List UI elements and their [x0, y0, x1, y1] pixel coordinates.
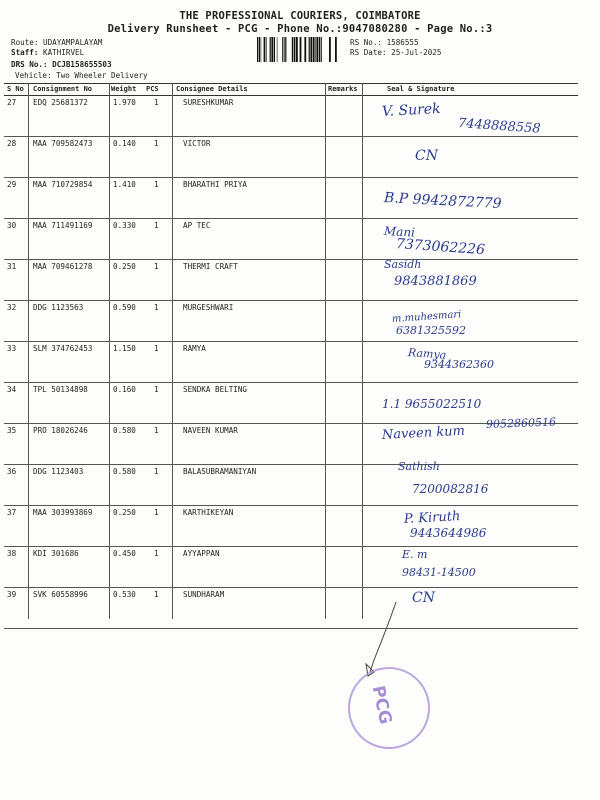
handwritten-signature: m.muhesmari: [391, 309, 462, 325]
cell-pcs: 1: [154, 344, 159, 353]
cell-weight: 0.330: [113, 221, 136, 230]
col-sno: S No: [7, 85, 24, 93]
cell-pcs: 1: [154, 262, 159, 271]
barcode-bar: [321, 37, 322, 62]
barcode-bar: [257, 37, 258, 62]
cell-sno: 39: [7, 590, 17, 599]
cell-consignee: THERMI CRAFT: [183, 262, 238, 271]
cell-sno: 32: [7, 303, 17, 312]
handwritten-signature: Naveen kum: [381, 423, 466, 443]
handwritten-signature: Mani: [383, 224, 416, 240]
cell-sno: 28: [7, 139, 17, 148]
cell-consignee: MURGESHWARI: [183, 303, 234, 312]
handwritten-signature: 1.1 9655022510: [382, 397, 482, 411]
runsheet-subtitle: Delivery Runsheet - PCG - Phone No.:9047080280 - Page No.:3: [107, 23, 493, 35]
handwritten-signature: CN: [415, 148, 438, 164]
barcode-bar: [319, 37, 320, 62]
table-row: [4, 587, 578, 629]
cell-consignment-no: MAA 709582473: [33, 139, 93, 148]
cell-consignee: BHARATHI PRIYA: [183, 180, 248, 189]
barcode-bar: [284, 37, 285, 62]
cell-consignee: AP TEC: [183, 221, 211, 230]
handwritten-phone: 98431-14500: [402, 566, 476, 579]
cell-pcs: 1: [154, 303, 159, 312]
cell-sno: 27: [7, 98, 17, 107]
vehicle-text: Vehicle: Two Wheeler Delivery: [15, 71, 148, 80]
col-divider: [109, 83, 110, 619]
barcode-bar: [264, 37, 266, 62]
cell-weight: 0.580: [113, 467, 136, 476]
cell-consignment-no: DDG 1123403: [33, 467, 84, 476]
cell-pcs: 1: [154, 385, 159, 394]
barcode-bar: [282, 37, 283, 62]
barcode-bar: [271, 37, 273, 62]
cell-pcs: 1: [154, 139, 159, 148]
cell-consignee: SENDKA BELTING: [183, 385, 248, 394]
col-remarks: Remarks: [328, 85, 358, 93]
cell-consignee: VICTOR: [183, 139, 211, 148]
cell-weight: 1.970: [113, 98, 136, 107]
barcode-bar: [329, 37, 331, 62]
barcode-bar: [296, 37, 298, 62]
cell-consignee: SUNDHARAM: [183, 590, 225, 599]
cell-sno: 34: [7, 385, 17, 394]
cell-weight: 0.450: [113, 549, 136, 558]
handwritten-phone: 7373062226: [395, 236, 486, 259]
handwritten-signature: V. Surek: [381, 100, 441, 120]
barcode-bar: [316, 37, 318, 62]
cell-sno: 38: [7, 549, 17, 558]
cell-consignment-no: MAA 711491169: [33, 221, 93, 230]
cell-sno: 31: [7, 262, 17, 271]
cell-consignment-no: MAA 303993869: [33, 508, 93, 517]
barcode-bar: [310, 37, 312, 62]
cell-sno: 33: [7, 344, 17, 353]
barcode-bar: [300, 37, 302, 62]
cell-consignment-no: SLM 374762453: [33, 344, 93, 353]
col-weight: Weight: [111, 85, 137, 93]
cell-consignee: SURESHKUMAR: [183, 98, 234, 107]
cell-weight: 0.580: [113, 426, 136, 435]
col-divider: [28, 83, 29, 619]
cell-pcs: 1: [154, 221, 159, 230]
col-divider: [172, 83, 173, 619]
cell-consignment-no: TPL 50134898: [33, 385, 88, 394]
route-text: Route: UDAYAMPALAYAM: [11, 38, 103, 47]
handwritten-phone: 9443644986: [410, 526, 487, 540]
cell-pcs: 1: [154, 549, 159, 558]
cell-consignee: AYYAPPAN: [183, 549, 220, 558]
cell-consignment-no: MAA 709461278: [33, 262, 93, 271]
drs-number: DRS No.: DCJB158655503: [11, 60, 112, 69]
cell-weight: 1.410: [113, 180, 136, 189]
handwritten-signature: E. m: [402, 548, 428, 561]
table-row: [4, 546, 578, 588]
cell-pcs: 1: [154, 508, 159, 517]
handwritten-phone: 9052860516: [485, 415, 557, 431]
barcode-bar: [261, 37, 262, 62]
table-row: [4, 300, 578, 342]
cell-pcs: 1: [154, 98, 159, 107]
cell-weight: 0.160: [113, 385, 136, 394]
barcode-bar: [270, 37, 271, 62]
cell-weight: 0.590: [113, 303, 136, 312]
cell-consignment-no: PRO 18026246: [33, 426, 88, 435]
handwritten-phone: 7200082816: [412, 482, 489, 496]
handwritten-signature: CN: [412, 590, 435, 606]
cell-consignment-no: MAA 710729854: [33, 180, 93, 189]
barcode-bar: [285, 37, 286, 62]
barcode-bar: [309, 37, 310, 62]
handwritten-signature: B.P 9942872779: [383, 190, 502, 213]
company-title: THE PROFESSIONAL COURIERS, COIMBATORE: [179, 10, 421, 22]
cell-weight: 0.250: [113, 508, 136, 517]
cell-pcs: 1: [154, 467, 159, 476]
table-row: [4, 505, 578, 547]
col-consignment: Consignment No: [33, 85, 93, 93]
staff-line: [11, 48, 84, 57]
col-divider: [362, 83, 363, 619]
cell-weight: 0.530: [113, 590, 136, 599]
cell-consignee: RAMYA: [183, 344, 206, 353]
cell-consignment-no: SVK 60558996: [33, 590, 88, 599]
col-consignee: Consignee Details: [176, 85, 248, 93]
cell-consignment-no: DDG 1123563: [33, 303, 84, 312]
rs-date: RS Date: 25-Jul-2025: [350, 48, 442, 57]
rs-number: RS No.: 1586555: [350, 38, 419, 47]
staff-value: KATHIRVEL: [43, 48, 85, 57]
cell-pcs: 1: [154, 426, 159, 435]
barcode-bar: [259, 37, 260, 62]
barcode-bar: [294, 37, 296, 62]
table-row: [4, 136, 578, 178]
seal-stamp-text: PCG: [367, 683, 396, 727]
table-row: [4, 464, 578, 506]
cell-sno: 30: [7, 221, 17, 230]
cell-consignment-no: KDI 301686: [33, 549, 79, 558]
cell-consignee: KARTHIKEYAN: [183, 508, 234, 517]
table-row: [4, 218, 578, 260]
barcode-bar: [292, 37, 293, 62]
handwritten-signature: P. Kiruth: [403, 509, 461, 527]
cell-sno: 36: [7, 467, 17, 476]
col-pcs: PCS: [146, 85, 159, 93]
handwritten-signature: Sasidh: [384, 258, 422, 271]
cell-sno: 35: [7, 426, 17, 435]
cell-consignee: BALASUBRAMANIYAN: [183, 467, 257, 476]
barcode-bar: [266, 37, 267, 62]
cell-weight: 1.150: [113, 344, 136, 353]
staff-label: Staff:: [11, 48, 39, 57]
table-row: [4, 259, 578, 301]
handwritten-phone: 7448888558: [457, 116, 542, 137]
cell-sno: 37: [7, 508, 17, 517]
cell-weight: 0.140: [113, 139, 136, 148]
cell-weight: 0.250: [113, 262, 136, 271]
cell-consignment-no: EDQ 25681372: [33, 98, 88, 107]
handwritten-signature: Ramya: [407, 346, 447, 362]
cell-sno: 29: [7, 180, 17, 189]
handwritten-phone: 6381325592: [396, 324, 466, 337]
barcode-bar: [277, 37, 278, 62]
col-divider: [325, 83, 326, 619]
barcode-bar: [315, 37, 316, 62]
barcode-bar: [335, 37, 337, 62]
handwritten-signature: Sathish: [398, 460, 440, 473]
col-signature: Seal & Signature: [387, 85, 455, 93]
cell-consignee: NAVEEN KUMAR: [183, 426, 238, 435]
barcode-image: [257, 37, 339, 62]
cell-pcs: 1: [154, 180, 159, 189]
cell-pcs: 1: [154, 590, 159, 599]
handwritten-phone: 9843881869: [394, 274, 477, 289]
barcode-bar: [274, 37, 275, 62]
barcode-bar: [304, 37, 306, 62]
barcode-bar: [313, 37, 315, 62]
handwritten-phone: 9344362360: [424, 358, 494, 371]
